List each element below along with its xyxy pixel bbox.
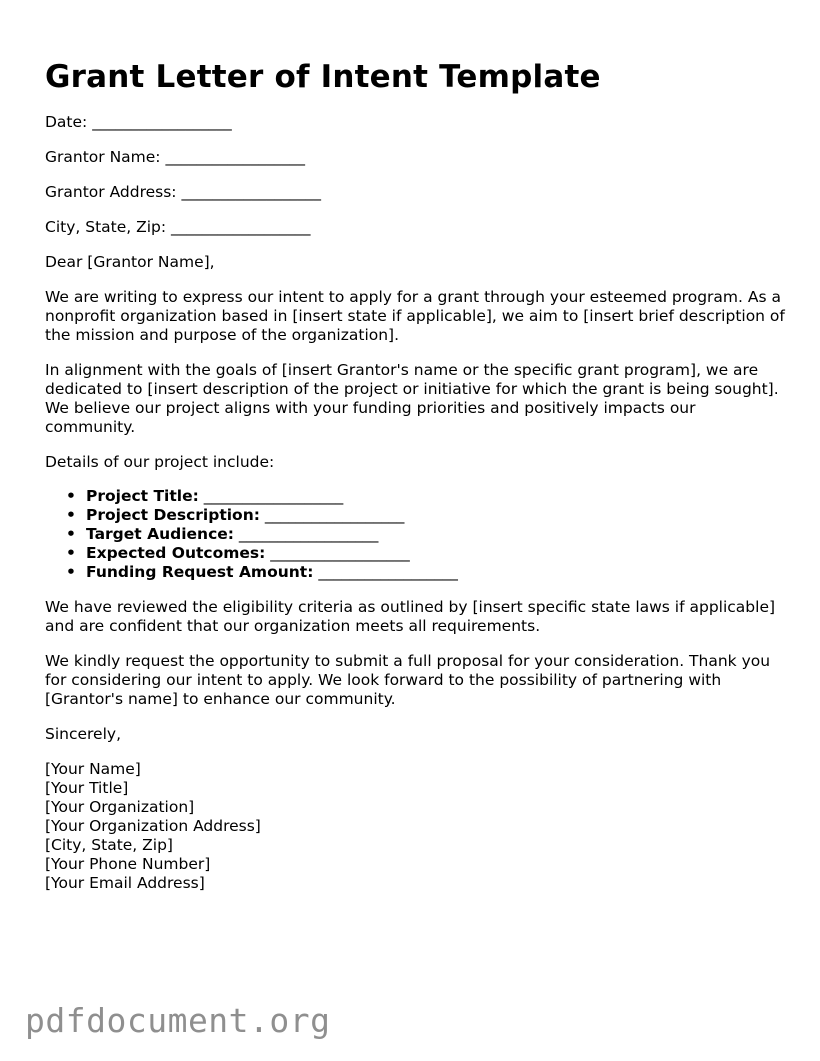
city-state-zip-field: City, State, Zip: __________________ bbox=[45, 218, 311, 236]
sign-off: Sincerely, bbox=[45, 725, 122, 743]
detail-blank: __________________ bbox=[270, 544, 410, 562]
eligibility-paragraph: We have reviewed the eligibility criteria as outlined by [insert specific state laws if applicable] and are confident that our organization meets all requirements. bbox=[45, 598, 776, 635]
signature-block bbox=[45, 760, 785, 893]
grantor-address-field: Grantor Address: __________________ bbox=[45, 183, 321, 201]
signature-line: [Your Email Address] bbox=[45, 874, 205, 892]
project-details-list bbox=[45, 487, 785, 582]
detail-blank: __________________ bbox=[318, 563, 458, 581]
detail-label: Target Audience: bbox=[86, 525, 234, 543]
details-intro: Details of our project include: bbox=[45, 453, 275, 471]
bullet-icon: • bbox=[66, 525, 76, 543]
list-item bbox=[66, 563, 785, 582]
detail-label: Project Title: bbox=[86, 487, 199, 505]
detail-blank: __________________ bbox=[203, 487, 344, 505]
grantor-name-field: Grantor Name: __________________ bbox=[45, 148, 305, 166]
list-item bbox=[66, 525, 785, 544]
signature-line: [Your Organization] bbox=[45, 798, 195, 816]
letter-page bbox=[45, 56, 785, 893]
bullet-icon: • bbox=[66, 487, 76, 505]
request-paragraph: We kindly request the opportunity to submit a full proposal for your consideration. Thank you for considering our intent to apply. We look forward to the possibility of partnering with [Grantor's name] to enhance our community. bbox=[45, 652, 771, 708]
date-field: Date: __________________ bbox=[45, 113, 232, 131]
bullet-icon: • bbox=[66, 506, 76, 524]
signature-line: [Your Title] bbox=[45, 779, 129, 797]
detail-label: Expected Outcomes: bbox=[86, 544, 266, 562]
signature-line: [Your Name] bbox=[45, 760, 141, 778]
intro-paragraph: We are writing to express our intent to apply for a grant through your esteemed program. As a nonprofit organization based in [insert state if applicable], we aim to [insert brief description of the mission and purpose of the organization]. bbox=[45, 288, 785, 344]
watermark: pdfdocument.org bbox=[25, 1001, 331, 1040]
alignment-paragraph: In alignment with the goals of [insert Grantor's name or the specific grant program], we are dedicated to [insert description of the project or initiative for which the grant is being sought]. We believe our project aligns with your funding priorities and positively impacts our community. bbox=[45, 361, 779, 436]
signature-line: [Your Phone Number] bbox=[45, 855, 211, 873]
detail-label: Funding Request Amount: bbox=[86, 563, 314, 581]
list-item bbox=[66, 544, 785, 563]
bullet-icon: • bbox=[66, 544, 76, 562]
detail-blank: __________________ bbox=[264, 506, 405, 524]
page-title: Grant Letter of Intent Template bbox=[45, 59, 601, 95]
salutation: Dear [Grantor Name], bbox=[45, 253, 215, 271]
signature-line: [Your Organization Address] bbox=[45, 817, 261, 835]
list-item bbox=[66, 506, 785, 525]
detail-blank: __________________ bbox=[238, 525, 379, 543]
detail-label: Project Description: bbox=[86, 506, 260, 524]
list-item bbox=[66, 487, 785, 506]
signature-line: [City, State, Zip] bbox=[45, 836, 173, 854]
bullet-icon: • bbox=[66, 563, 76, 581]
